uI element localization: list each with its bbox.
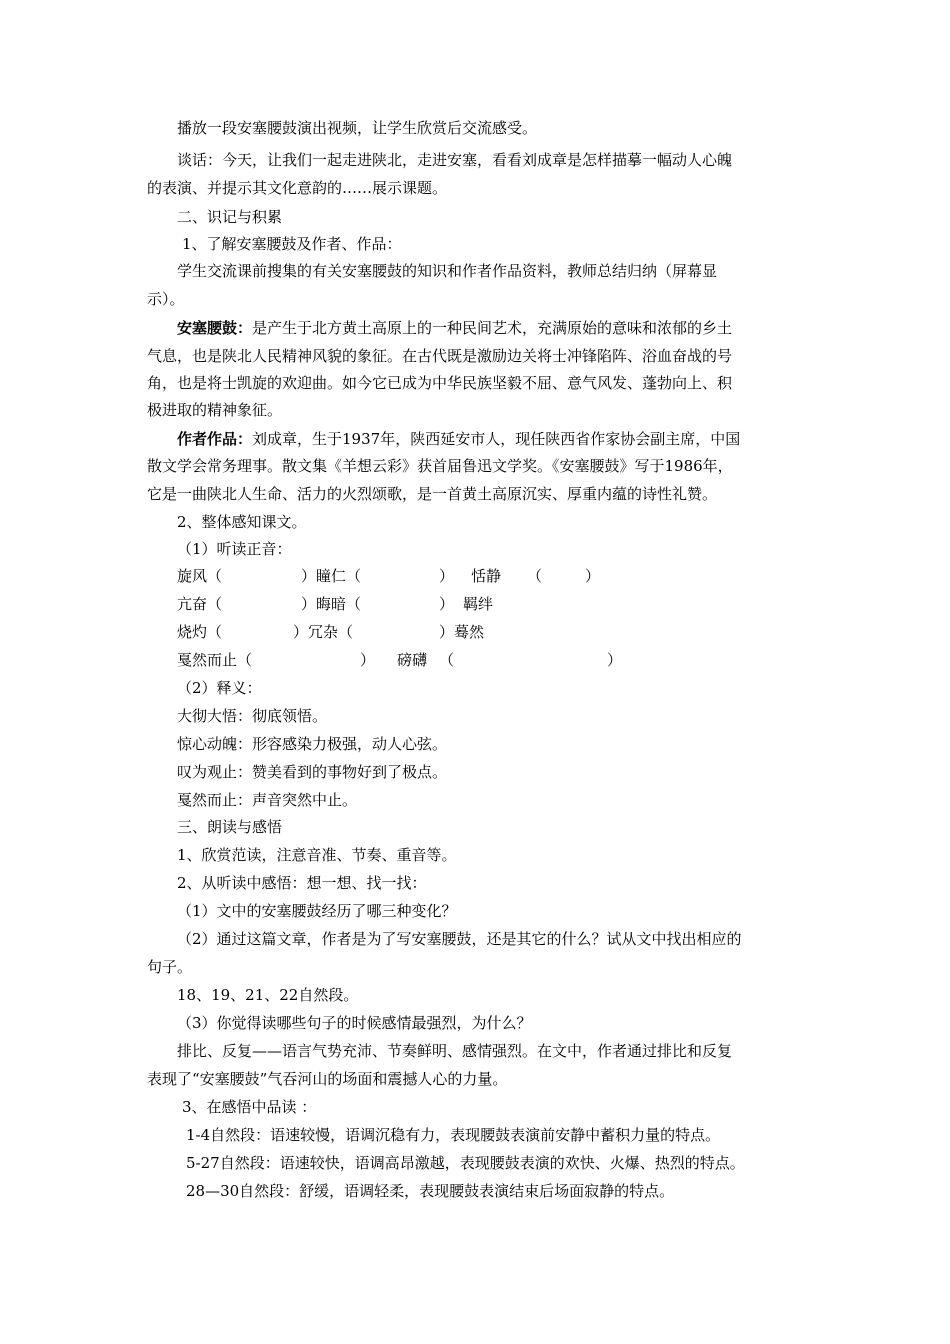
pinyin-item: ）	[439, 595, 455, 613]
paragraph-line: 它是一曲陕北人生命、活力的火烈颂歌，是一首黄土高原沉实、厚重内蕴的诗性礼赞。	[147, 485, 718, 503]
paragraph-line: 的表演、并提示其文化意韵的……展示课题。	[147, 179, 448, 197]
pinyin-item: 磅礴	[397, 651, 428, 669]
pinyin-row	[177, 622, 677, 642]
pinyin-item: ）	[360, 651, 376, 669]
pinyin-item: 戛然而止（	[177, 651, 253, 669]
pinyin-item: 恬静	[471, 567, 502, 585]
pinyin-item: （	[439, 651, 455, 669]
paragraph-line: 戛然而止：声音突然中止。	[177, 791, 358, 809]
pinyin-item: ）	[439, 567, 455, 585]
section-heading: 三、朗读与感悟	[177, 818, 283, 836]
pinyin-item: 亢奋（	[177, 595, 223, 613]
paragraph-line: 角，也是将士凯旋的欢迎曲。如今它已成为中华民族坚毅不屈、意气风发、蓬勃向上、积	[147, 374, 733, 392]
pinyin-item: 旋风（	[177, 567, 223, 585]
pinyin-item: ）瞳仁（	[301, 567, 362, 585]
pinyin-item: ）晦暗（	[301, 595, 362, 613]
paragraph-line: 播放一段安塞腰鼓演出视频，让学生欣赏后交流感受。	[177, 119, 538, 137]
paragraph-line: 叹为观止：赞美看到的事物好到了极点。	[177, 763, 448, 781]
pinyin-item: 烧灼（	[177, 623, 223, 641]
paragraph-line: 1-4自然段：语速较慢，语调沉稳有力，表现腰鼓表演前安静中蓄积力量的特点。	[186, 1126, 721, 1144]
pinyin-item: ）冗杂（	[293, 623, 354, 641]
pinyin-row	[177, 566, 677, 586]
paragraph-line: 28—30自然段：舒缓，语调轻柔，表现腰鼓表演结束后场面寂静的特点。	[186, 1182, 675, 1200]
pinyin-item: ）	[585, 567, 601, 585]
section-heading: 二、识记与积累	[177, 208, 283, 226]
paragraph-line: 18、19、21、22自然段。	[177, 986, 359, 1004]
subsection-heading: 2、整体感知课文。	[177, 513, 307, 531]
paragraph-line: 气息，也是陕北人民精神风貌的象征。在古代既是激励边关将士冲锋陷阵、浴血奋战的号	[147, 347, 733, 365]
paragraph-line: 谈话：今天，让我们一起走进陕北，走进安塞，看看刘成章是怎样描摹一幅动人心魄	[177, 151, 733, 169]
paragraph-line: （2）通过这篇文章，作者是为了写安塞腰鼓，还是其它的什么？试从文中找出相应的	[177, 930, 742, 948]
paragraph-line: 排比、反复——语言气势充沛、节奏鲜明、感情强烈。在文中，作者通过排比和反复	[177, 1042, 733, 1060]
paragraph-line: （1）文中的安塞腰鼓经历了哪三种变化？	[177, 902, 457, 920]
paragraph-line	[177, 318, 732, 338]
paragraph-line: 1、欣赏范读，注意音准、节奏、重音等。	[177, 846, 457, 864]
paragraph-line: （1）听读正音：	[177, 540, 292, 558]
paragraph-line: 惊心动魄：形容感染力极强，动人心弦。	[177, 735, 448, 753]
paragraph-line: 5-27自然段：语速较快，语调高昂激越，表现腰鼓表演的欢快、火爆、热烈的特点。	[186, 1154, 745, 1172]
pinyin-row	[177, 650, 677, 670]
paragraph-line: 2、从听读中感悟：想一想、找一找：	[177, 874, 427, 892]
paragraph-line: 大彻大悟：彻底领悟。	[177, 707, 328, 725]
paragraph-line: 句子。	[147, 958, 193, 976]
paragraph-line: （3）你觉得读哪些句子的时候感情最强烈，为什么？	[177, 1014, 532, 1032]
paragraph-line: 散文学会常务理事。散文集《羊想云彩》获首届鲁迅文学奖。《安塞腰鼓》写于1986年，	[147, 457, 733, 475]
paragraph-line: 示）。	[147, 290, 185, 308]
subsection-heading: 1、了解安塞腰鼓及作者、作品：	[182, 235, 402, 253]
subsection-heading: 3、在感悟中品读 ：	[182, 1098, 317, 1116]
pinyin-item: ）蓦然	[439, 623, 485, 641]
paragraph-line	[177, 429, 740, 449]
pinyin-row	[177, 594, 677, 614]
term-definition: 是产生于北方黄土高原上的一种民间艺术，充满原始的意味和浓郁的乡土	[252, 319, 733, 337]
term-label: 安塞腰鼓：	[177, 319, 253, 337]
paragraph-line: （2）释义：	[177, 679, 262, 697]
term-definition: 刘成章，生于1937年，陕西延安市人，现任陕西省作家协会副主席，中国	[252, 430, 741, 448]
term-label: 作者作品：	[177, 430, 253, 448]
pinyin-item: 羁绊	[463, 595, 494, 613]
paragraph-line: 极进取的精神象征。	[147, 401, 283, 419]
pinyin-item: （	[527, 567, 543, 585]
paragraph-line: 表现了“安塞腰鼓”气吞河山的场面和震撼人心的力量。	[147, 1070, 508, 1088]
pinyin-item: ）	[607, 651, 623, 669]
paragraph-line: 学生交流课前搜集的有关安塞腰鼓的知识和作者作品资料，教师总结归纳（屏幕显	[177, 262, 718, 280]
